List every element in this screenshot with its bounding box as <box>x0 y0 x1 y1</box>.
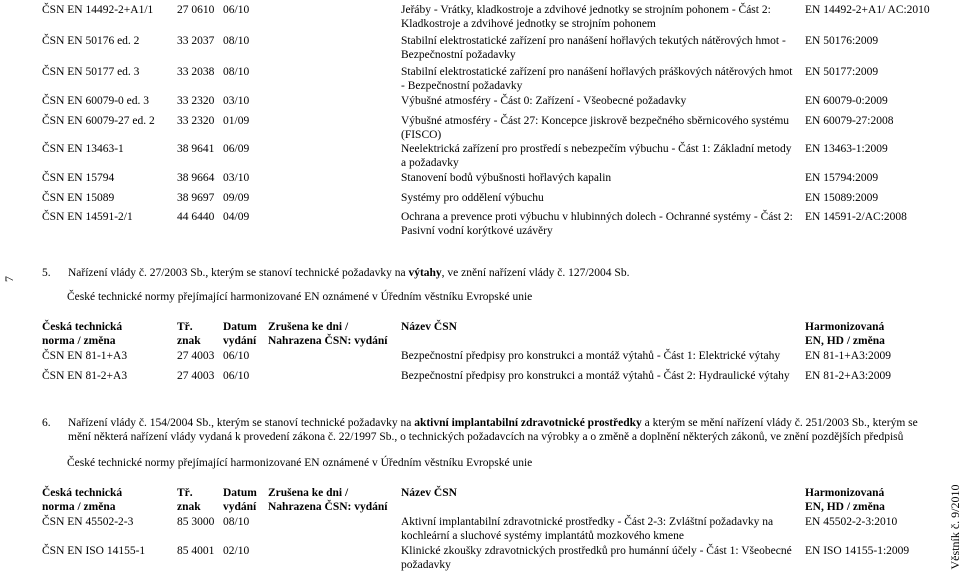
header-harmonized-line1: Harmonizovaná <box>805 487 885 499</box>
date-cell: 04/09 <box>223 211 250 223</box>
title-cell: Ochrana a prevence proti výbuchu v hlubinných dolech - Ochranné systémy - Část 2: Pasivní vodní korýtkové uzávěry <box>401 211 793 237</box>
date-cell: 03/10 <box>223 172 250 184</box>
header-date <box>223 320 263 348</box>
class-code-cell: 33 2320 <box>177 95 215 107</box>
norm-cell: ČSN EN ISO 14155-1 <box>42 545 146 557</box>
header-norm-line1: Česká technická <box>42 487 123 499</box>
table-row <box>0 210 960 238</box>
section-text-b: , ve znění nařízení vlády č. 127/2004 Sb. <box>441 267 630 279</box>
table-row <box>0 515 960 543</box>
harmonized-cell: EN 45502-2-3:2010 <box>805 516 898 528</box>
date-cell: 08/10 <box>223 66 250 78</box>
harmonized-cell: EN 14492-2+A1/ AC:2010 <box>805 4 930 16</box>
header-title <box>401 486 799 500</box>
section-text-bold: aktivní implantabilní zdravotnické prostředky <box>414 417 642 429</box>
date-cell: 03/10 <box>223 95 250 107</box>
header-date-line1: Datum <box>223 487 257 499</box>
date-cell: 08/10 <box>223 516 250 528</box>
header-harmonized <box>805 486 955 514</box>
title-cell: Bezpečnostní předpisy pro konstrukci a montáž výtahů - Část 1: Elektrické výtahy <box>401 350 781 362</box>
title-cell: Stabilní elektrostatické zařízení pro nanášení hořlavých tekutých nátěrových hmot - Bezpečnostní požadavky <box>401 35 786 61</box>
table-row <box>0 369 960 397</box>
harmonized-cell: EN ISO 14155-1:2009 <box>805 545 910 557</box>
class-code-cell: 38 9664 <box>177 172 215 184</box>
class-code-cell: 33 2038 <box>177 66 215 78</box>
norm-cell: ČSN EN 50177 ed. 3 <box>42 66 140 78</box>
class-code-cell: 85 4001 <box>177 545 215 557</box>
section-text-bold: výtahy <box>408 267 442 279</box>
header-norm-line2: norma / změna <box>42 335 116 347</box>
section-text <box>68 266 926 280</box>
harmonized-cell: EN 13463-1:2009 <box>805 143 888 155</box>
norm-cell: ČSN EN 81-2+A3 <box>42 370 128 382</box>
header-cancelled-line1: Zrušena ke dni / <box>268 321 349 333</box>
date-cell: 06/10 <box>223 350 250 362</box>
header-norm-line1: Česká technická <box>42 321 123 333</box>
table-header <box>0 320 960 350</box>
date-cell: 01/09 <box>223 115 250 127</box>
title-cell: Výbušné atmosféry - Část 0: Zařízení - Všeobecné požadavky <box>401 95 687 107</box>
date-cell: 06/09 <box>223 143 250 155</box>
title-cell: Bezpečnostní předpisy pro konstrukci a montáž výtahů - Část 2: Hydraulické výtahy <box>401 370 790 382</box>
harmonized-cell: EN 60079-0:2009 <box>805 95 888 107</box>
header-class-line1: Tř. <box>177 321 193 333</box>
header-class-line2: znak <box>177 335 201 347</box>
header-date-line1: Datum <box>223 321 257 333</box>
header-class <box>177 486 227 514</box>
norm-cell: ČSN EN 50176 ed. 2 <box>42 35 140 47</box>
table-row <box>0 65 960 93</box>
harmonized-cell: EN 81-1+A3:2009 <box>805 350 892 362</box>
header-date-line2: vydání <box>223 335 257 347</box>
title-cell: Systémy pro oddělení výbuchu <box>401 192 544 204</box>
section-6-heading <box>42 416 927 444</box>
harmonized-cell: EN 14591-2/AC:2008 <box>805 211 907 223</box>
title-cell: Výbušné atmosféry - Část 27: Koncepce jiskrově bezpečného sběrnicového systému (FISCO) <box>401 115 790 141</box>
section-5-note: České technické normy přejímající harmonizované EN oznámené v Úředním věstníku Evropské unie <box>67 291 533 303</box>
section-text-a: Nařízení vlády č. 27/2003 Sb., kterým se stanoví technické požadavky na <box>68 267 409 279</box>
harmonized-cell: EN 60079-27:2008 <box>805 115 894 127</box>
section-text <box>68 416 926 444</box>
date-cell: 06/10 <box>223 4 250 16</box>
header-date <box>223 486 263 514</box>
harmonized-cell: EN 81-2+A3:2009 <box>805 370 892 382</box>
class-code-cell: 44 6440 <box>177 211 215 223</box>
header-class <box>177 320 227 348</box>
norm-cell: ČSN EN 14591-2/1 <box>42 211 133 223</box>
class-code-cell: 38 9697 <box>177 192 215 204</box>
page-number: 7 <box>2 276 16 282</box>
header-cancelled-line2: Nahrazena ČSN: vydání <box>268 501 388 513</box>
header-title-line1: Název ČSN <box>401 321 457 333</box>
table-row <box>0 114 960 142</box>
class-code-cell: 27 4003 <box>177 350 215 362</box>
class-code-cell: 33 2320 <box>177 115 215 127</box>
class-code-cell: 27 4003 <box>177 370 215 382</box>
title-cell: Klinické zkoušky zdravotnických prostředků pro humánní účely - Část 1: Všeobecné požadavky <box>401 545 792 571</box>
header-norm <box>42 320 174 348</box>
class-code-cell: 27 0610 <box>177 4 215 16</box>
title-cell: Aktivní implantabilní zdravotnické prostředky - Část 2-3: Zvláštní požadavky na kochleární a sluchové systémy implantátů mozkového kmene <box>401 516 774 542</box>
class-code-cell: 38 9641 <box>177 143 215 155</box>
title-cell: Jeřáby - Vrátky, kladkostroje a zdvihové jednotky se strojním pohonem - Část 2: Kladkostroje a zdvihové jednotky se strojním pohonem <box>401 4 771 30</box>
section-number: 6. <box>42 417 51 429</box>
section-6-note: České technické normy přejímající harmonizované EN oznámené v Úředním věstníku Evropské unie <box>67 457 533 469</box>
norm-cell: ČSN EN 15794 <box>42 172 115 184</box>
title-cell: Stabilní elektrostatické zařízení pro nanášení hořlavých práškových nátěrových hmot - Bezpečnostní požadavky <box>401 66 793 92</box>
harmonized-cell: EN 15794:2009 <box>805 172 879 184</box>
section-number: 5. <box>42 267 51 279</box>
norm-cell: ČSN EN 13463-1 <box>42 143 124 155</box>
header-harmonized <box>805 320 955 348</box>
norm-cell: ČSN EN 14492-2+A1/1 <box>42 4 154 16</box>
bulletin-label: Věstník č. 9/2010 <box>948 484 962 570</box>
harmonized-cell: EN 50176:2009 <box>805 35 879 47</box>
header-cancelled-line2: Nahrazena ČSN: vydání <box>268 335 388 347</box>
date-cell: 08/10 <box>223 35 250 47</box>
norm-cell: ČSN EN 81-1+A3 <box>42 350 128 362</box>
norm-cell: ČSN EN 45502-2-3 <box>42 516 134 528</box>
table-header <box>0 486 960 516</box>
date-cell: 09/09 <box>223 192 250 204</box>
title-cell: Neelektrická zařízení pro prostředí s nebezpečím výbuchu - Část 1: Základní metody a požadavky <box>401 143 792 169</box>
header-class-line1: Tř. <box>177 487 193 499</box>
norm-cell: ČSN EN 15089 <box>42 192 115 204</box>
date-cell: 02/10 <box>223 545 250 557</box>
header-cancelled <box>268 486 396 514</box>
table-row <box>0 3 960 31</box>
date-cell: 06/10 <box>223 370 250 382</box>
harmonized-cell: EN 50177:2009 <box>805 66 879 78</box>
table-row <box>0 34 960 62</box>
section-text-a: Nařízení vlády č. 154/2004 Sb., kterým se stanoví technické požadavky na <box>68 417 415 429</box>
norm-cell: ČSN EN 60079-0 ed. 3 <box>42 95 150 107</box>
section-5-heading <box>42 266 927 280</box>
class-code-cell: 85 3000 <box>177 516 215 528</box>
header-date-line2: vydání <box>223 501 257 513</box>
header-harmonized-line1: Harmonizovaná <box>805 321 885 333</box>
header-norm <box>42 486 174 514</box>
header-harmonized-line2: EN, HD / změna <box>805 501 885 513</box>
class-code-cell: 33 2037 <box>177 35 215 47</box>
header-class-line2: znak <box>177 501 201 513</box>
section-text-b: a kterým se mění nařízení vlády č. 251/2003 Sb., kterým se mění některá nařízení vlády vydaná k provedení zákona č. 22/1997 Sb., o technických požadavcích na výrobky a o změně a doplnění některých zákonů, ve znění pozdějších předpisů <box>68 417 918 443</box>
table-row <box>0 544 960 572</box>
title-cell: Stanovení bodů výbušnosti hořlavých kapalin <box>401 172 612 184</box>
norm-cell: ČSN EN 60079-27 ed. 2 <box>42 115 155 127</box>
harmonized-cell: EN 15089:2009 <box>805 192 879 204</box>
header-harmonized-line2: EN, HD / změna <box>805 335 885 347</box>
header-cancelled <box>268 320 396 348</box>
header-title <box>401 320 799 334</box>
header-cancelled-line1: Zrušena ke dni / <box>268 487 349 499</box>
table-row <box>0 142 960 170</box>
header-norm-line2: norma / změna <box>42 501 116 513</box>
header-title-line1: Název ČSN <box>401 487 457 499</box>
